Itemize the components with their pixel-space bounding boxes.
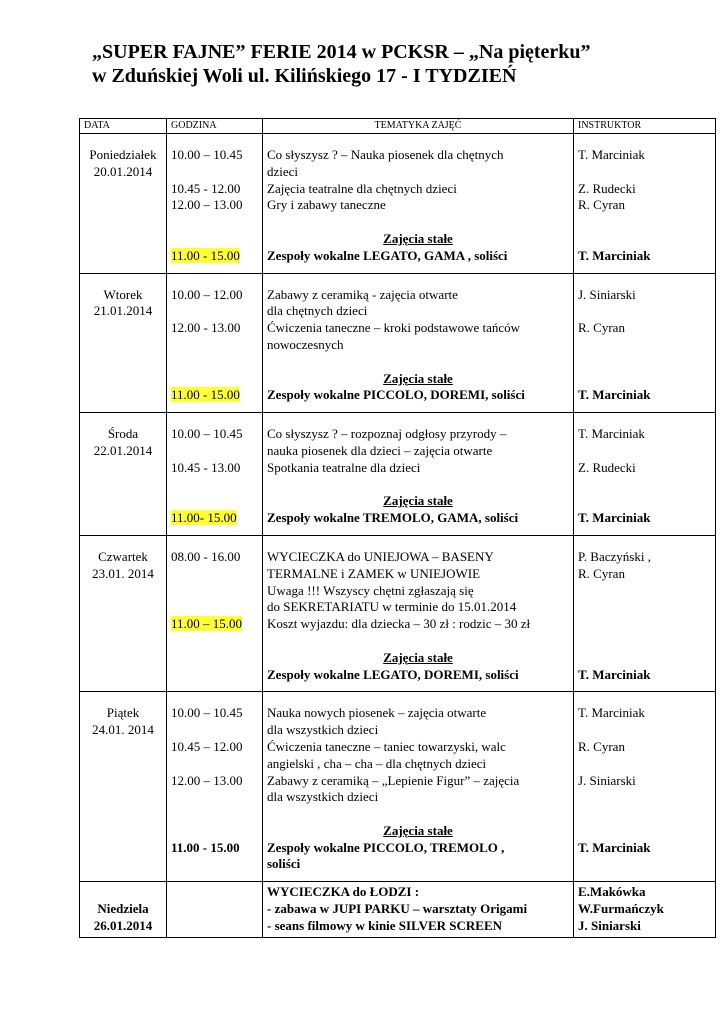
topic-line: dla wszystkich dzieci xyxy=(267,722,379,738)
instructor-name xyxy=(578,650,711,667)
instructor-name xyxy=(578,616,711,633)
instructor-name xyxy=(578,493,711,510)
schedule-body xyxy=(80,134,716,938)
topic-line xyxy=(267,806,569,823)
instructor-name: J. Siniarski xyxy=(578,917,641,933)
instructor-name: T. Marciniak xyxy=(578,387,651,403)
header-date: DATA xyxy=(80,119,167,134)
topic-line: dzieci xyxy=(267,163,299,179)
time-slot xyxy=(171,823,258,840)
instructor-name: Z. Rudecki xyxy=(578,180,636,196)
topic-line: WYCIECZKA do UNIEJOWA – BASENY xyxy=(267,548,494,564)
document-title xyxy=(92,40,712,88)
instructor-name xyxy=(578,823,711,840)
instructor-cell xyxy=(574,535,716,691)
instructor-name xyxy=(578,789,711,806)
instructor-name: R. Cyran xyxy=(578,565,625,581)
instructor-name: T. Marciniak xyxy=(578,666,651,682)
time-slot xyxy=(171,231,258,248)
instructor-cell xyxy=(574,273,716,413)
time-slot: 10.45 - 12.00 xyxy=(171,180,241,196)
time-cell xyxy=(167,413,263,536)
day-date: 21.01.2014 xyxy=(93,303,153,319)
instructor-name xyxy=(578,337,711,354)
time-slot: 12.00 – 13.00 xyxy=(171,772,243,788)
table-row xyxy=(80,273,716,413)
time-slot xyxy=(171,566,258,583)
day-name: Poniedziałek xyxy=(89,147,157,162)
topic-line: Ćwiczenia taneczne – taniec towarzyski, walc xyxy=(267,738,506,754)
time-slot: 10.45 - 13.00 xyxy=(171,459,241,475)
day-name: Piątek xyxy=(106,705,140,721)
topic-line xyxy=(267,477,569,494)
topic-line: Zespoły wokalne TREMOLO, GAMA, soliści xyxy=(267,510,519,526)
time-slot xyxy=(171,214,258,231)
time-slot xyxy=(171,387,258,404)
time-slot: 10.00 – 10.45 xyxy=(171,705,243,721)
time-slot xyxy=(171,371,258,388)
instructor-cell xyxy=(574,134,716,274)
time-cell xyxy=(167,134,263,274)
day-cell xyxy=(80,413,167,536)
topic-line: - seans filmowy w kinie SILVER SCREEN xyxy=(267,917,503,933)
instructor-name: R. Cyran xyxy=(578,738,625,754)
instructor-name: T. Marciniak xyxy=(578,705,645,721)
topic-cell xyxy=(263,134,574,274)
instructor-name: T. Marciniak xyxy=(578,247,651,263)
table-row xyxy=(80,692,716,882)
day-cell xyxy=(80,692,167,882)
topic-line: nowoczesnych xyxy=(267,336,344,352)
instructor-name: R. Cyran xyxy=(578,197,625,213)
instructor-name: E.Makówka xyxy=(578,884,646,900)
time-slot: 12.00 - 13.00 xyxy=(171,320,241,336)
instructor-name xyxy=(578,477,711,494)
fixed-classes-heading: Zajęcia stałe xyxy=(383,649,453,665)
instructor-name xyxy=(578,633,711,650)
time-slot xyxy=(171,633,258,650)
instructor-cell xyxy=(574,692,716,882)
day-date: 26.01.2014 xyxy=(93,917,153,933)
time-slot xyxy=(171,856,258,873)
instructor-name xyxy=(578,443,711,460)
day-name: Czwartek xyxy=(98,548,148,564)
day-date: 24.01. 2014 xyxy=(92,722,154,738)
time-slot xyxy=(171,248,258,265)
table-header-row xyxy=(80,119,716,134)
time-slot xyxy=(171,789,258,806)
header-instructor: INSTRUKTOR xyxy=(574,119,716,134)
day-cell xyxy=(80,273,167,413)
time-slot xyxy=(171,337,258,354)
header-topic: TEMATYKA ZAJĘĆ xyxy=(263,119,574,134)
topic-line: Zajęcia teatralne dla chętnych dzieci xyxy=(267,180,457,196)
topic-line: angielski , cha – cha – dla chętnych dzieci xyxy=(267,755,487,771)
instructor-name xyxy=(578,231,711,248)
time-slot xyxy=(171,493,258,510)
instructor-name: R. Cyran xyxy=(578,320,625,336)
instructor-name xyxy=(578,303,711,320)
table-row xyxy=(80,882,716,937)
time-slot xyxy=(171,303,258,320)
topic-line: Zabawy z ceramiką - zajęcia otwarte xyxy=(267,286,458,302)
title-line-1: „SUPER FAJNE” FERIE 2014 w PCKSR – „Na pięterku” xyxy=(92,41,591,63)
instructor-name: Z. Rudecki xyxy=(578,459,636,475)
instructor-cell xyxy=(574,413,716,536)
highlighted-time: 11.00- 15.00 xyxy=(171,510,237,526)
topic-cell xyxy=(263,535,574,691)
instructor-name xyxy=(578,354,711,371)
topic-line: Zabawy z ceramiką – „Lepienie Figur” – zajęcia xyxy=(267,772,520,788)
topic-line: Co słyszysz ? – rozpoznaj odgłosy przyrody – xyxy=(267,426,507,442)
highlighted-time: 11.00 – 15.00 xyxy=(171,616,243,632)
time-slot: 10.00 – 10.45 xyxy=(171,147,243,162)
instructor-name xyxy=(578,722,711,739)
topic-line: - zabawa w JUPI PARKU – warsztaty Origami xyxy=(267,901,528,917)
topic-cell xyxy=(263,692,574,882)
day-cell xyxy=(80,134,167,274)
topic-line: nauka piosenek dla dzieci – zajęcia otwarte xyxy=(267,442,493,458)
day-name: Środa xyxy=(107,426,139,442)
time-slot: 12.00 – 13.00 xyxy=(171,197,243,213)
time-slot xyxy=(171,164,258,181)
time-slot xyxy=(171,806,258,823)
time-slot xyxy=(171,510,258,527)
topic-line: Zespoły wokalne LEGATO, DOREMI, soliści xyxy=(267,666,519,682)
instructor-name: P. Baczyński , xyxy=(578,548,651,564)
time-slot xyxy=(171,756,258,773)
table-row xyxy=(80,134,716,274)
instructor-name: T. Marciniak xyxy=(578,510,651,526)
time-cell xyxy=(167,882,263,937)
time-slot xyxy=(171,443,258,460)
instructor-name xyxy=(578,371,711,388)
topic-cell xyxy=(263,273,574,413)
time-slot xyxy=(171,354,258,371)
time-slot xyxy=(171,583,258,600)
topic-line: Nauka nowych piosenek – zajęcia otwarte xyxy=(267,705,487,721)
topic-cell xyxy=(263,413,574,536)
fixed-classes-heading: Zajęcia stałe xyxy=(383,822,453,838)
topic-line: Ćwiczenia taneczne – kroki podstawowe tańców xyxy=(267,320,521,336)
table-row xyxy=(80,413,716,536)
instructor-name: T. Marciniak xyxy=(578,147,645,162)
fixed-classes-heading: Zajęcia stałe xyxy=(383,493,453,509)
topic-line: soliści xyxy=(267,856,301,872)
fixed-classes-heading: Zajęcia stałe xyxy=(383,230,453,246)
topic-line: dla chętnych dzieci xyxy=(267,303,368,319)
topic-line: Co słyszysz ? – Nauka piosenek dla chętnych xyxy=(267,147,504,162)
instructor-name xyxy=(578,756,711,773)
topic-line xyxy=(267,214,569,231)
instructor-cell xyxy=(574,882,716,937)
topic-line xyxy=(267,354,569,371)
day-date: 23.01. 2014 xyxy=(92,565,154,581)
day-cell xyxy=(80,882,167,937)
instructor-name: T. Marciniak xyxy=(578,839,651,855)
time-cell xyxy=(167,535,263,691)
day-name: Niedziela xyxy=(97,901,149,917)
time-slot: 08.00 - 16.00 xyxy=(171,548,241,564)
highlighted-time: 11.00 - 15.00 xyxy=(171,247,240,263)
table-row xyxy=(80,535,716,691)
topic-cell xyxy=(263,882,574,937)
time-slot: 10.00 – 12.00 xyxy=(171,286,243,302)
time-slot xyxy=(171,616,258,633)
topic-line: Zespoły wokalne LEGATO, GAMA , soliści xyxy=(267,247,508,263)
day-date: 20.01.2014 xyxy=(93,163,153,179)
topic-line: TERMALNE i ZAMEK w UNIEJOWIE xyxy=(267,565,481,581)
time-slot: 10.45 – 12.00 xyxy=(171,738,243,754)
time-slot xyxy=(171,599,258,616)
fixed-classes-heading: Zajęcia stałe xyxy=(383,370,453,386)
topic-line xyxy=(267,633,569,650)
topic-line: Zespoły wokalne PICCOLO, TREMOLO , xyxy=(267,839,505,855)
highlighted-time: 11.00 - 15.00 xyxy=(171,387,240,403)
title-line-2: w Zduńskiej Woli ul. Kilińskiego 17 - I TYDZIEŃ xyxy=(92,65,517,87)
instructor-name xyxy=(578,599,711,616)
instructor-name: W.Furmańczyk xyxy=(578,901,664,917)
topic-line: Zespoły wokalne PICCOLO, DOREMI, soliści xyxy=(267,387,525,403)
topic-line: Koszt wyjazdu: dla dziecka – 30 zł : rodzic – 30 zł xyxy=(267,616,531,632)
day-name: Wtorek xyxy=(103,286,143,302)
header-time: GODZINA xyxy=(167,119,263,134)
topic-line: Gry i zabawy taneczne xyxy=(267,197,386,213)
instructor-name: T. Marciniak xyxy=(578,426,645,442)
topic-line: WYCIECZKA do ŁODZI : xyxy=(267,884,420,900)
topic-line: Spotkania teatralne dla dzieci xyxy=(267,459,421,475)
topic-line: Uwaga !!! Wszyscy chętni zgłaszają się xyxy=(267,582,474,598)
time-cell xyxy=(167,273,263,413)
instructor-name xyxy=(578,214,711,231)
time-slot xyxy=(171,722,258,739)
instructor-name xyxy=(578,856,711,873)
time-slot xyxy=(171,667,258,684)
instructor-name: J. Siniarski xyxy=(578,286,636,302)
time-slot xyxy=(171,477,258,494)
topic-line: dla wszystkich dzieci xyxy=(267,789,379,805)
time-slot: 11.00 - 15.00 xyxy=(171,839,240,855)
topic-line: do SEKRETARIATU w terminie do 15.01.2014 xyxy=(267,599,517,615)
time-slot: 10.00 – 10.45 xyxy=(171,426,243,442)
day-date: 22.01.2014 xyxy=(93,442,153,458)
instructor-name xyxy=(578,806,711,823)
instructor-name xyxy=(578,583,711,600)
instructor-name: J. Siniarski xyxy=(578,772,636,788)
instructor-name xyxy=(578,164,711,181)
time-slot xyxy=(171,650,258,667)
day-cell xyxy=(80,535,167,691)
schedule-table xyxy=(79,118,716,938)
time-cell xyxy=(167,692,263,882)
